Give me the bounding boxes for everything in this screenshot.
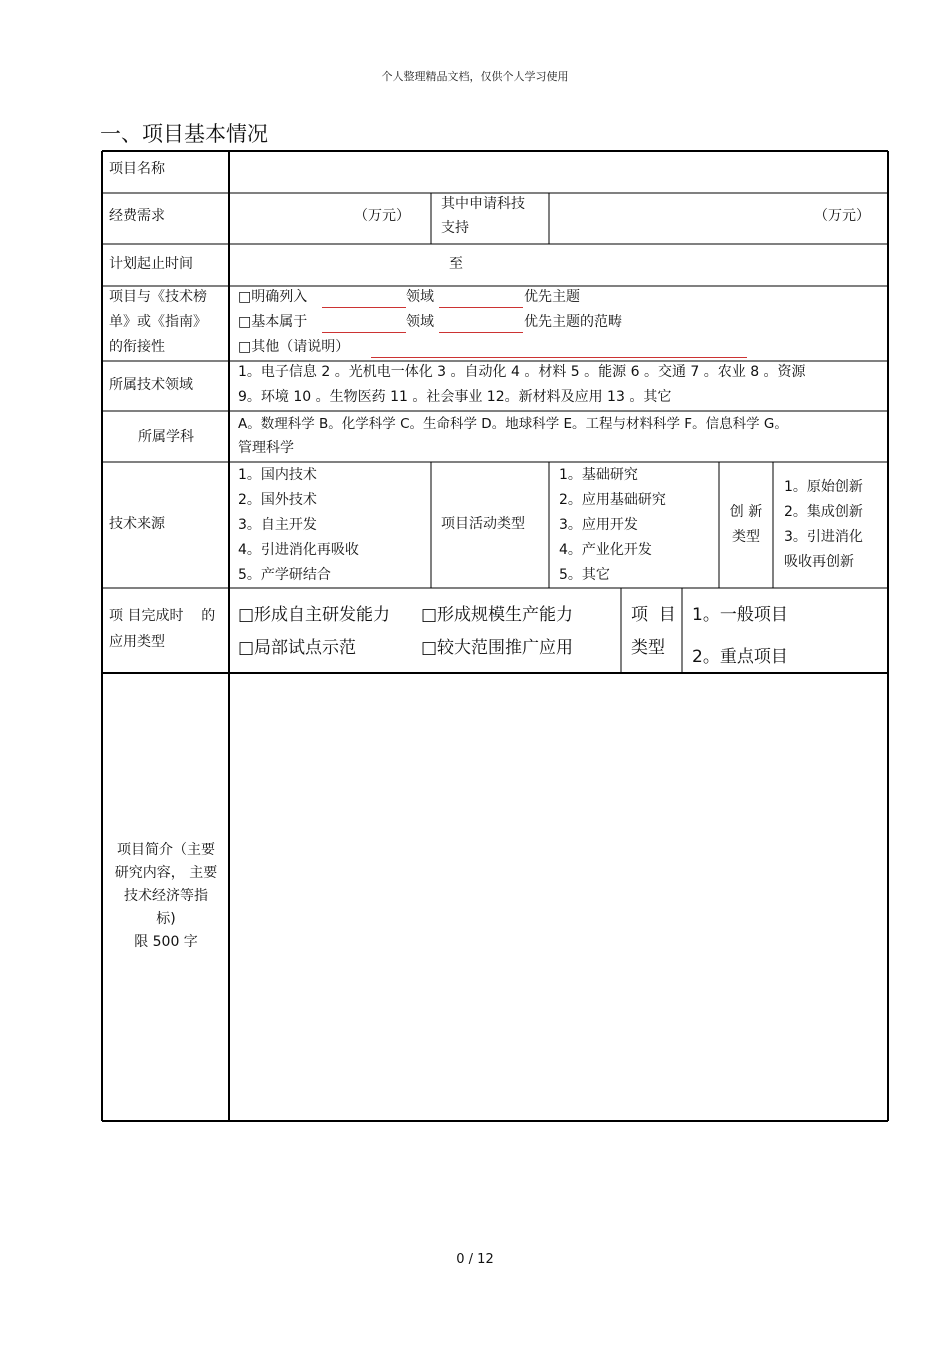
alignment-option-1-topic-blank[interactable]: [439, 291, 523, 308]
innovation-type-label-line2: 类型: [732, 529, 760, 545]
funding-unit-1: （万元）: [354, 208, 410, 224]
project-type-option-2[interactable]: 2。重点项目: [692, 647, 788, 667]
funding-unit-2: （万元）: [814, 208, 870, 224]
summary-label-line1: 项目简介（主要: [117, 842, 215, 858]
tech-field-options-line1[interactable]: 1。电子信息 2 。光机电一体化 3 。自动化 4 。材料 5 。能源 6 。交通 7 。农业 8 。资源: [238, 364, 806, 380]
alignment-option-2-field-blank[interactable]: [322, 316, 406, 333]
discipline-label: 所属学科: [138, 429, 194, 445]
schedule-label: 计划起止时间: [109, 256, 193, 272]
application-label-line2: 应用类型: [109, 634, 165, 650]
alignment-label-line2: 单》或《指南》: [109, 314, 207, 330]
activity-type-label: 项目活动类型: [441, 516, 525, 532]
alignment-option-1-topic-text: 优先主题: [524, 289, 580, 305]
section-title: 一、项目基本情况: [100, 122, 268, 146]
alignment-label-line1: 项目与《技术榜: [109, 289, 207, 305]
project-name-label: 项目名称: [109, 161, 165, 177]
tech-source-option-4[interactable]: 4。引进消化再吸收: [238, 542, 359, 558]
project-name-field[interactable]: [232, 154, 884, 190]
discipline-options-line1[interactable]: A。数理科学 B。化学科学 C。生命科学 D。地球科学 E。工程与材料科学 F。信息科学 G。: [238, 416, 788, 432]
page-number: 0 / 12: [456, 1252, 494, 1267]
header-note: 个人整理精品文档，仅供个人学习使用: [381, 70, 569, 83]
schedule-start-field[interactable]: [232, 247, 442, 283]
tech-field-options-line2[interactable]: 9。环境 10 。生物医药 11 。社会事业 12。新材料及应用 13 。其它: [238, 389, 672, 405]
tech-source-option-1[interactable]: 1。国内技术: [238, 467, 317, 483]
summary-label-line5: 限 500 字: [134, 934, 198, 950]
alignment-option-3-checkbox[interactable]: □其他（请说明）: [238, 339, 350, 355]
activity-type-option-3[interactable]: 3。应用开发: [559, 517, 638, 533]
alignment-option-1-checkbox[interactable]: □明确列入: [238, 289, 308, 305]
innovation-type-option-3[interactable]: 3。引进消化: [784, 529, 863, 545]
innovation-type-option-2[interactable]: 2。集成创新: [784, 504, 863, 520]
schedule-end-field[interactable]: [472, 247, 884, 283]
summary-text-area[interactable]: [232, 676, 884, 1118]
funding-sub-label-1: 其中申请科技: [441, 196, 525, 212]
tech-field-label: 所属技术领域: [109, 377, 193, 393]
alignment-option-2-checkbox[interactable]: □基本属于: [238, 314, 308, 330]
activity-type-option-2[interactable]: 2。应用基础研究: [559, 492, 666, 508]
summary-label-line2: 研究内容， 主要: [114, 865, 218, 881]
alignment-option-2-topic-blank[interactable]: [439, 316, 523, 333]
discipline-options-line2[interactable]: 管理科学: [238, 440, 294, 456]
project-type-label-line2: 类型: [631, 638, 665, 658]
alignment-option-2-topic-text: 优先主题的范畴: [524, 314, 622, 330]
application-option-3-checkbox[interactable]: □局部试点示范: [238, 638, 357, 658]
application-option-2-checkbox[interactable]: □形成规模生产能力: [421, 605, 574, 625]
tech-source-label: 技术来源: [109, 516, 165, 532]
summary-label-line4: 标): [156, 911, 176, 927]
alignment-option-3-explain-blank[interactable]: [371, 341, 747, 358]
innovation-type-option-3-cont: 吸收再创新: [784, 554, 854, 570]
tech-source-option-3[interactable]: 3。自主开发: [238, 517, 317, 533]
activity-type-option-1[interactable]: 1。基础研究: [559, 467, 638, 483]
tech-source-option-2[interactable]: 2。国外技术: [238, 492, 317, 508]
activity-type-option-4[interactable]: 4。产业化开发: [559, 542, 652, 558]
application-option-4-checkbox[interactable]: □较大范围推广应用: [421, 638, 574, 658]
funding-label: 经费需求: [109, 208, 165, 224]
summary-label-line3: 技术经济等指: [124, 888, 208, 904]
application-option-1-checkbox[interactable]: □形成自主研发能力: [238, 605, 391, 625]
application-label-line1: 项 目完成时 的: [109, 608, 216, 624]
project-type-label-line1: 项 目: [631, 605, 676, 625]
innovation-type-label-line1: 创 新: [729, 504, 763, 520]
funding-sub-label-2: 支持: [441, 220, 469, 236]
alignment-option-2-field-text: 领域: [406, 314, 434, 330]
project-type-option-1[interactable]: 1。一般项目: [692, 605, 788, 625]
tech-source-option-5[interactable]: 5。产学研结合: [238, 567, 331, 583]
innovation-type-option-1[interactable]: 1。原始创新: [784, 479, 863, 495]
alignment-option-1-field-text: 领域: [406, 289, 434, 305]
alignment-option-1-field-blank[interactable]: [322, 291, 406, 308]
schedule-to-text: 至: [449, 256, 463, 272]
activity-type-option-5[interactable]: 5。其它: [559, 567, 610, 583]
alignment-label-line3: 的衔接性: [109, 339, 165, 355]
